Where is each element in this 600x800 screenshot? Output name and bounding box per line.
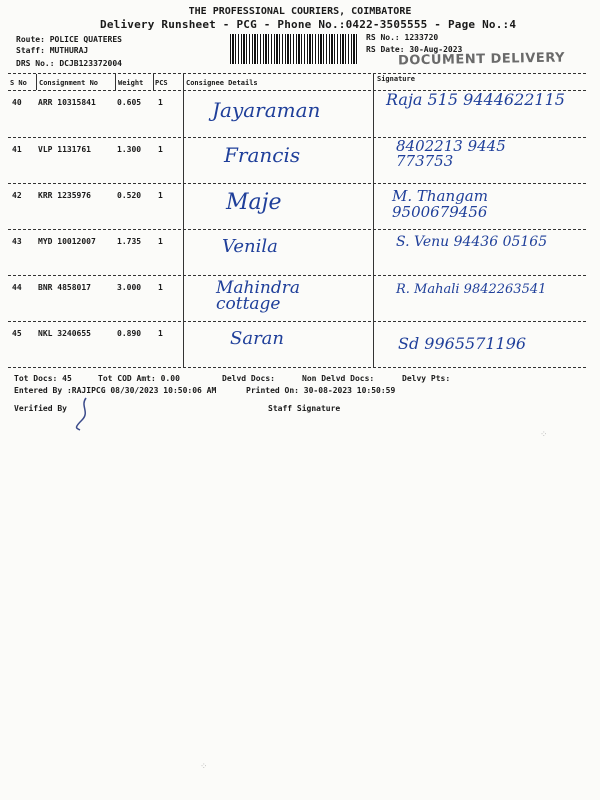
delivery-points: Delvy Pts:: [402, 374, 451, 383]
consignee-handwriting: Maje: [226, 190, 282, 215]
consignee-handwriting: Jayaraman: [212, 98, 321, 122]
entered-by: Entered By :RAJIPCG 08/30/2023 10:50:06 AM: [14, 386, 217, 395]
row-divider: [8, 183, 586, 184]
scan-speck: ⁘: [540, 430, 548, 440]
col-consignment: Consignment No: [39, 79, 99, 87]
row-sno: 41: [12, 145, 22, 154]
total-docs: Tot Docs: 45: [14, 374, 72, 383]
row-weight: 0.520: [117, 191, 142, 200]
delivered-docs: Delvd Docs:: [222, 374, 275, 383]
row-divider: [8, 275, 586, 276]
col-sno: S No: [10, 79, 27, 87]
row-pcs: 1: [158, 283, 163, 292]
row-consignment: MYD 10012007: [38, 237, 96, 246]
row-pcs: 1: [158, 191, 163, 200]
consignee-handwriting: Venila: [222, 236, 278, 257]
row-weight: 0.890: [117, 329, 142, 338]
row-consignment: NKL 3240655: [38, 329, 91, 338]
row-consignment: VLP 1131761: [38, 145, 91, 154]
col-consignee: Consignee Details: [186, 79, 258, 87]
staff-label: Staff: MUTHURAJ: [16, 46, 89, 55]
barcode: [230, 34, 358, 64]
total-cod-amount: Tot COD Amt: 0.00: [98, 374, 180, 383]
runsheet-title: Delivery Runsheet - PCG - Phone No.:0422-3505555 - Page No.:4: [100, 18, 517, 31]
table-bottom-border: [8, 367, 586, 368]
verified-by-scribble: [72, 396, 96, 432]
consignee-handwriting: Mahindra cottage: [216, 278, 301, 314]
scan-speck: ⁘: [200, 762, 208, 772]
col-pcs: PCS: [155, 79, 168, 87]
col-signature: Signature: [377, 75, 415, 83]
company-title: THE PROFESSIONAL COURIERS, COIMBATORE: [188, 6, 412, 17]
column-divider: [153, 74, 154, 90]
document-delivery-stamp: DOCUMENT DELIVERY: [397, 50, 566, 69]
verified-by: Verified By: [14, 404, 67, 413]
row-pcs: 1: [158, 329, 163, 338]
row-pcs: 1: [158, 237, 163, 246]
signature-handwriting: M. Thangam 9500679456: [392, 187, 488, 221]
printed-on: Printed On: 30-08-2023 10:50:59: [246, 386, 396, 395]
row-weight: 3.000: [117, 283, 142, 292]
row-pcs: 1: [158, 145, 163, 154]
col-weight: Weight: [118, 79, 144, 87]
consignee-handwriting: Saran: [230, 328, 284, 349]
consignee-handwriting: Francis: [224, 143, 301, 167]
row-consignment: BNR 4858017: [38, 283, 91, 292]
rs-number: RS No.: 1233720: [366, 33, 439, 42]
signature-handwriting: 8402213 9445 773753: [396, 137, 506, 170]
signature-handwriting: S. Venu 94436 05165: [396, 234, 548, 250]
row-consignment: KRR 1235976: [38, 191, 91, 200]
column-divider: [373, 74, 374, 367]
column-divider: [183, 74, 184, 367]
row-weight: 1.300: [117, 145, 142, 154]
route-label: Route: POLICE QUATERES: [16, 35, 122, 44]
signature-handwriting: Sd 9965571196: [398, 334, 527, 353]
column-divider: [36, 74, 37, 90]
row-pcs: 1: [158, 98, 163, 107]
row-sno: 43: [12, 237, 22, 246]
row-divider: [8, 321, 586, 322]
non-delivered-docs: Non Delvd Docs:: [302, 374, 375, 383]
row-sno: 42: [12, 191, 22, 200]
drs-number: DRS No.: DCJB123372004: [16, 59, 122, 68]
row-sno: 44: [12, 283, 22, 292]
row-sno: 40: [12, 98, 22, 107]
row-consignment: ARR 10315841: [38, 98, 96, 107]
row-weight: 0.605: [117, 98, 142, 107]
row-divider: [8, 229, 586, 230]
table-top-border: [8, 73, 586, 74]
signature-handwriting: Raja 515 9444622115: [386, 90, 565, 109]
row-sno: 45: [12, 329, 22, 338]
rs-date: RS Date: 30-Aug-2023: [366, 45, 463, 54]
staff-signature-label: Staff Signature: [268, 404, 341, 413]
column-divider: [115, 74, 116, 90]
signature-handwriting: R. Mahali 9842263541: [396, 282, 547, 297]
row-weight: 1.735: [117, 237, 142, 246]
